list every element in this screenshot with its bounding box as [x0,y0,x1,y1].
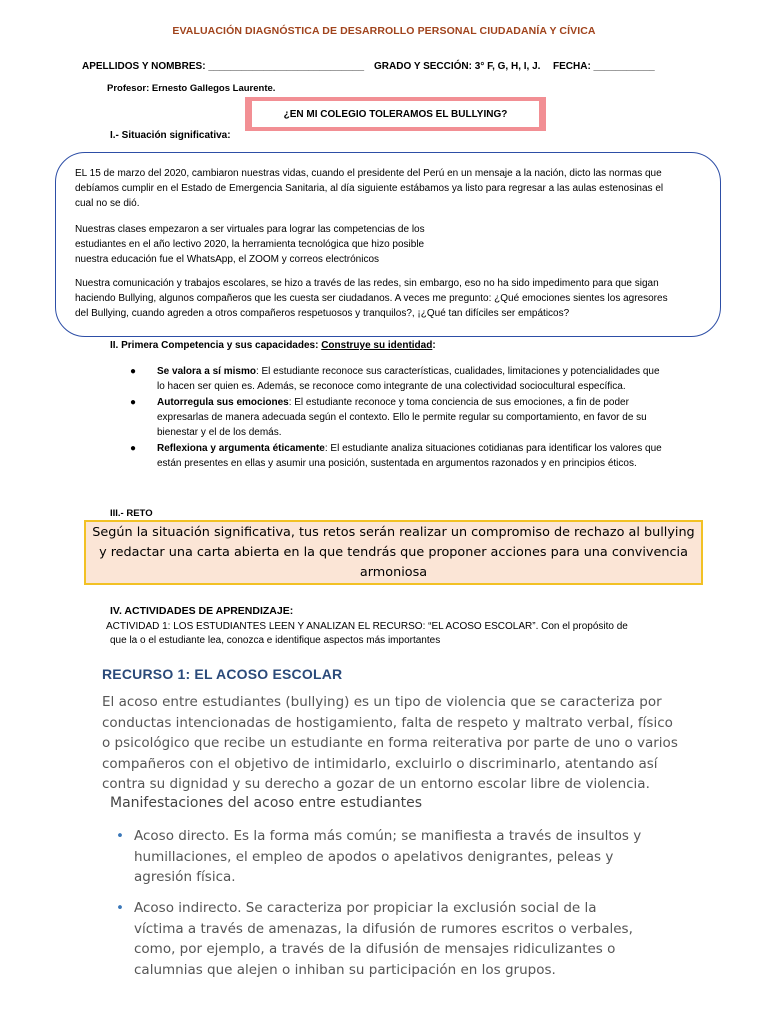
text-line: nuestra educación fue el WhatsApp, el ZOOM y correos electrónicos [75,254,380,265]
situation-heading: I.- Situación significativa: [110,130,231,141]
capacity-term: Se valora a sí mismo [157,366,256,377]
situation-paragraph-3 [75,276,668,321]
capacity-description: : El estudiante reconoce sus características, cualidades, limitaciones y potencialidades que lo hacen ser quien es. Además, se reconoce como integrante de una colectividad sociocultural específica. [157,366,660,392]
text-line: compañeros con el objetivo de intimidarlo, excluirlo o discriminarlo, atentando así [102,755,658,772]
situation-paragraph-2 [75,222,425,267]
activity-1-line-1: ACTIVIDAD 1: LOS ESTUDIANTES LEEN Y ANALIZAN EL RECURSO: “EL ACOSO ESCOLAR”. Con el propósito de [106,621,628,632]
text-line: Nuestra comunicación y trabajos escolares, se hizo a través de las redes, sin embargo, eso no ha sido impedimento para que sigan [75,278,659,289]
text-line: estudiantes en el año lectivo 2020, la herramienta tecnológica que hizo posible [75,239,425,250]
competence-name: Construye su identidad [321,340,433,351]
topic-banner [245,97,546,131]
text-line: EL 15 de marzo del 2020, cambiaron nuestras vidas, cuando el presidente del Perú en un mensaje a la nación, dicto las normas que [75,168,662,179]
text-line: conductas intencionadas de hostigamiento, falta de respeto y maltrato verbal, físico [102,714,673,731]
bullet-icon: ● [130,397,137,408]
list-item [130,364,670,394]
text-line: cual no se dió. [75,198,140,209]
text-line: del Bullying, cuando agreden a otros compañeros respetuosos y tranquilos?, ¡¿Qué tan difíciles ser empáticos? [75,308,570,319]
bullet-text: Acoso indirecto. Se caracteriza por propiciar la exclusión social de la víctima a través de amenazas, la difusión de rumores escritos o verbales, como, por ejemplo, a través de la difusión de mensajes ridiculizantes o calumnias que alejen o inhiban su participación en los grupos. [134,900,633,978]
topic-banner-text: ¿EN MI COLEGIO TOLERAMOS EL BULLYING? [252,101,539,127]
name-field-label: APELLIDOS Y NOMBRES: ____________________________ [82,61,365,72]
capacity-description: : El estudiante analiza situaciones cotidianas para identificar los valores que están presentes en ellas y asumir una posición, sustentada en argumentos razonados y en principios éticos. [157,443,662,469]
bullet-text: Acoso directo. Es la forma más común; se manifiesta a través de insultos y humillaciones, el empleo de apodos o apelativos denigrantes, peleas y agresión física. [134,828,642,885]
challenge-text: Según la situación significativa, tus retos serán realizar un compromiso de rechazo al bullying y redactar una carta abierta en la que tendrás que proponer acciones para una convivencia armoniosa [92,524,695,580]
text-line: contra su dignidad y su derecho a gozar de un entorno escolar libre de violencia. [102,776,650,792]
text-line: Nuestras clases empezaron a ser virtuales para lograr las competencias de los [75,224,425,235]
grade-section-label: GRADO Y SECCIÓN: 3° F, G, H, I, J. [374,61,541,72]
competence-heading-suffix: : [432,340,436,351]
bullet-icon: ● [130,443,137,454]
bullet-icon: ● [130,366,137,377]
capacities-list [130,364,670,472]
document-title: EVALUACIÓN DIAGNÓSTICA DE DESARROLLO PERSONAL CIUDADANÍA Y CÍVICA [172,25,596,37]
list-item [116,898,646,980]
teacher-name: Profesor: Ernesto Gallegos Laurente. [107,83,276,94]
capacity-term: Autorregula sus emociones [157,397,289,408]
situation-paragraph-1 [75,166,663,211]
list-item [116,826,646,888]
text-line: o psicológico que recibe un estudiante en forma reiterativa por parte de uno o varios [102,735,678,751]
competence-heading [110,340,436,351]
challenge-box [84,520,703,585]
text-line: debíamos cumplir en el Estado de Emergencia Sanitaria, al día siguiente estábamos ya listo para regresar a las aulas estenosinas el [75,183,664,194]
date-field-label: FECHA: ___________ [553,61,655,72]
bullet-icon: • [116,828,124,844]
resource-paragraph [102,692,678,795]
challenge-heading: III.- RETO [110,508,153,519]
text-line: El acoso entre estudiantes (bullying) es un tipo de violencia que se caracteriza por [102,694,662,710]
list-item [130,395,670,440]
list-item [130,441,670,471]
capacity-term: Reflexiona y argumenta éticamente [157,443,325,454]
competence-heading-prefix: II. Primera Competencia y sus capacidades: [110,340,322,351]
activities-heading: IV. ACTIVIDADES DE APRENDIZAJE: [110,605,294,617]
bullet-icon: • [116,900,124,916]
capacity-description: : El estudiante reconoce y toma conciencia de sus emociones, a fin de poder expresarlas de manera adecuada según el contexto. Ello le permite regular su comportamiento, en favor de su bienestar y el de los demás. [157,397,647,438]
manifestations-heading: Manifestaciones del acoso entre estudiantes [110,795,423,811]
text-line: haciendo Bullying, algunos compañeros que les cuesta ser ciudadanos. A veces me pregunto: ¿Qué emociones sientes los agresores [75,293,668,304]
activity-1-line-2: que la o el estudiante lea, conozca e identifique aspectos más importantes [110,635,441,646]
resource-title: RECURSO 1: EL ACOSO ESCOLAR [102,666,343,682]
